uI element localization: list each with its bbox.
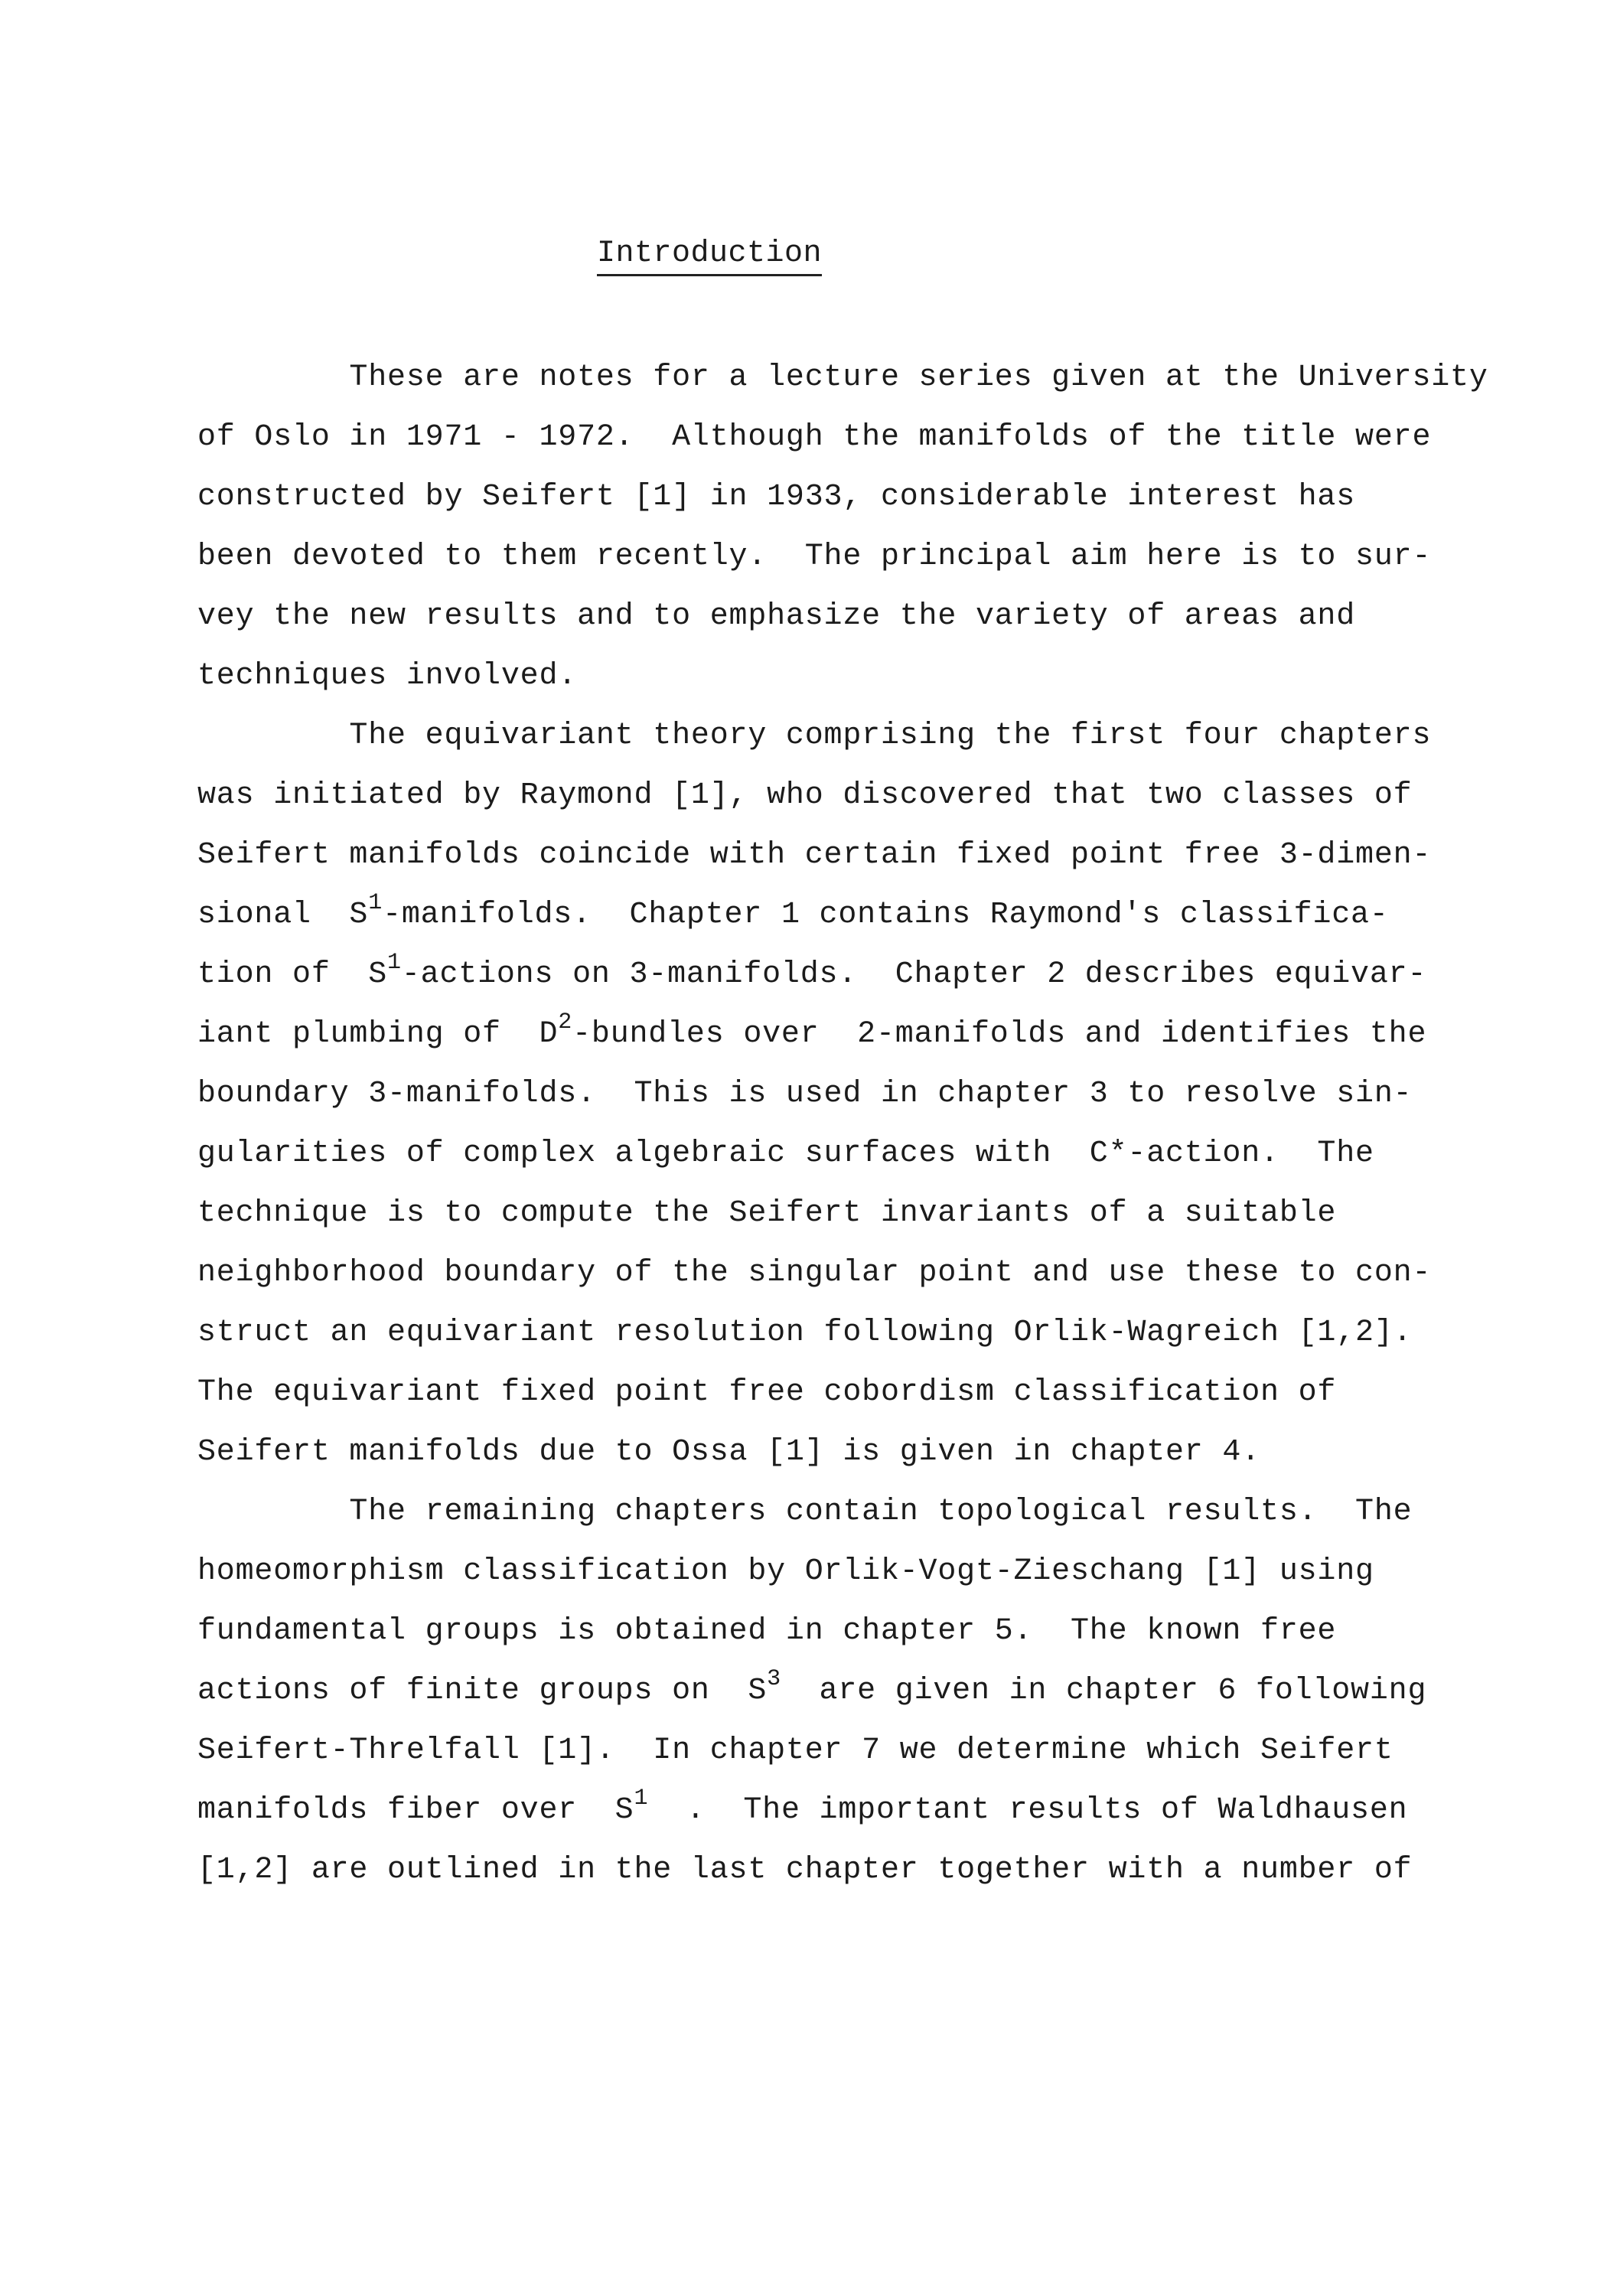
line-segment: tion of S — [197, 957, 388, 992]
text-line: The equivariant theory comprising the first four chapters — [197, 719, 1432, 753]
line-segment: sional S — [197, 898, 369, 932]
text-line — [197, 890, 1389, 935]
line-segment: iant plumbing of D — [197, 1017, 559, 1052]
text-line: vey the new results and to emphasize the variety of areas and — [197, 599, 1356, 634]
text-line: The remaining chapters contain topological results. The — [197, 1495, 1413, 1529]
text-line: was initiated by Raymond [1], who discovered that two classes of — [197, 778, 1413, 813]
text-line: Seifert manifolds due to Ossa [1] is given in chapter 4. — [197, 1435, 1261, 1469]
line-segment: -manifolds. Chapter 1 contains Raymond's classifica- — [383, 898, 1389, 932]
text-line: struct an equivariant resolution following Orlik-Wagreich [1,2]. — [197, 1316, 1413, 1350]
superscript: 2 — [558, 1009, 573, 1035]
text-line: boundary 3-manifolds. This is used in chapter 3 to resolve sin- — [197, 1077, 1413, 1111]
text-line: of Oslo in 1971 - 1972. Although the manifolds of the title were — [197, 420, 1432, 455]
text-line: Seifert manifolds coincide with certain fixed point free 3-dimen- — [197, 838, 1432, 872]
line-segment: actions of finite groups on S — [197, 1674, 768, 1708]
superscript: 1 — [387, 950, 402, 976]
text-line — [197, 1786, 1408, 1831]
line-segment: -actions on 3-manifolds. Chapter 2 describes equivar- — [401, 957, 1427, 992]
text-line: techniques involved. — [197, 659, 578, 693]
text-line: been devoted to them recently. The principal aim here is to sur- — [197, 540, 1432, 574]
text-line: homeomorphism classification by Orlik-Vogt-Zieschang [1] using — [197, 1554, 1374, 1589]
line-segment: are given in chapter 6 following — [781, 1674, 1427, 1708]
page-title: Introduction — [597, 236, 822, 276]
superscript: 1 — [634, 1786, 649, 1812]
text-line: gularities of complex algebraic surfaces with C*-action. The — [197, 1137, 1374, 1171]
superscript: 3 — [767, 1666, 781, 1692]
line-segment: manifolds fiber over S — [197, 1793, 634, 1828]
text-line: The equivariant fixed point free cobordism classification of — [197, 1375, 1337, 1410]
text-line: fundamental groups is obtained in chapter 5. The known free — [197, 1614, 1337, 1649]
text-line: Seifert-Threlfall [1]. In chapter 7 we determine which Seifert — [197, 1733, 1393, 1768]
text-line: constructed by Seifert [1] in 1933, considerable interest has — [197, 480, 1356, 514]
line-segment: . The important results of Waldhausen — [648, 1793, 1408, 1828]
text-line: These are notes for a lecture series given at the University — [197, 360, 1488, 395]
superscript: 1 — [368, 890, 383, 916]
line-segment: -bundles over 2-manifolds and identifies the — [572, 1017, 1427, 1052]
text-line — [197, 1666, 1427, 1711]
text-line: technique is to compute the Seifert invariants of a suitable — [197, 1196, 1337, 1231]
text-line: neighborhood boundary of the singular point and use these to con- — [197, 1256, 1432, 1290]
text-line: [1,2] are outlined in the last chapter together with a number of — [197, 1853, 1413, 1887]
text-line — [197, 950, 1427, 995]
text-line — [197, 1009, 1427, 1055]
